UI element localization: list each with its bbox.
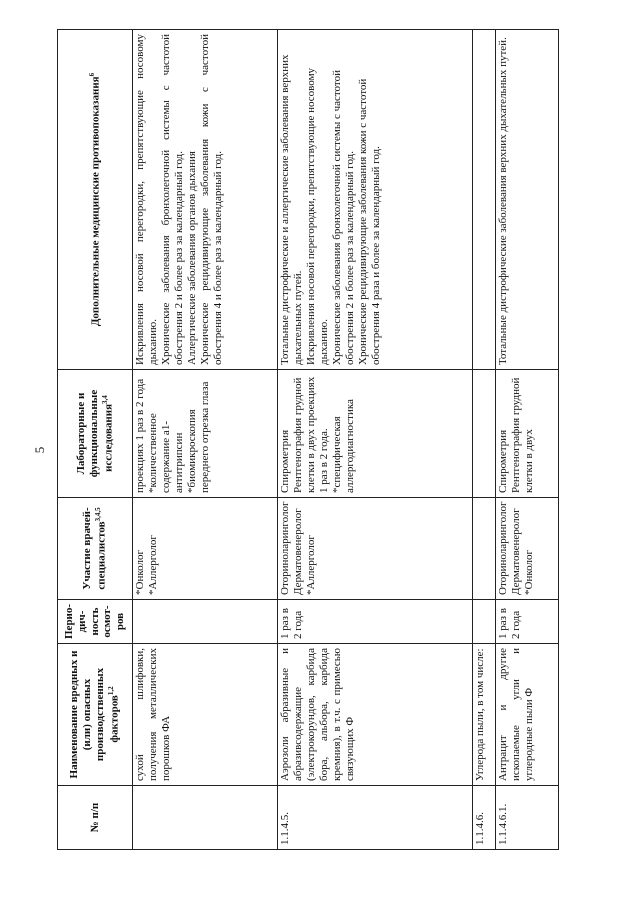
cell-num: 1.1.4.5. [278, 786, 473, 850]
cell-specialists [473, 498, 496, 600]
cell-factor-name: сухой шлифовки, получения металлических порошков ФА [133, 644, 278, 786]
cell-specialists: *Онколог *Аллерголог [133, 498, 278, 600]
page-number: 5 [32, 446, 47, 454]
cell-num: 1.1.4.6.1. [496, 786, 559, 850]
table-row [496, 30, 559, 850]
cell-contraindications [473, 30, 496, 370]
cell-lab: проекциях 1 раз в 2 года *количественное содержание а1-антитрипсин *биомикроскопия переднего отрезка глаза [133, 370, 278, 498]
cell-lab: Спирометрия Рентгенография грудной клетки в двух [496, 370, 559, 498]
table-header-row [58, 30, 133, 850]
header-lab: Лабораторные и функциональные исследования$^{3,4}$ [58, 370, 133, 498]
cell-period [133, 600, 278, 644]
cell-factor-name: Антрацит и другие ископаемые угли и углеродные пыли Ф [496, 644, 559, 786]
header-num: № п/п [58, 786, 133, 850]
table-row [473, 30, 496, 850]
header-period: Перио-дич-ность осмот-ров [58, 600, 133, 644]
cell-contraindications: Искривления носовой перегородки, препятствующие носовому дыханию. Хронические заболевания бронхолегочной системы с частотой обострения 2 и более раз за календарный год. Аллергические заболевания органов дыхания Хронические рецидивирующие заболевания кожи с частотой обострения 4 и более раз за календарный год. [133, 30, 278, 370]
table-row [278, 30, 473, 850]
cell-contraindications: Тотальные дистрофические и аллергические заболевания верхних дыхательных путей. Искривления носовой перегородки, препятствующие носовому дыханию. Хронические заболевания бронхолегочной системы с частотой обострения 2 и более раз за календарный год. Хронические рецидивирующие заболевания кожи с частотой обострения 4 раза и более за календарный год. [278, 30, 473, 370]
cell-num [133, 786, 278, 850]
header-specialists: Участие врачей-специалистов$^{3,4,5}$ [58, 498, 133, 600]
medical-contraindications-table [57, 29, 559, 850]
header-contraindications: Дополнительные медицинские противопоказания$^6$ [58, 30, 133, 370]
cell-period: 1 раз в 2 года [496, 600, 559, 644]
cell-factor-name: Аэрозоли абразивные и абразивсодержащие (электрокорундов, карбида бора, альбора, карбида кремния), в т.ч. с примесью связующих Ф [278, 644, 473, 786]
rotated-page-body [57, 30, 615, 850]
cell-specialists: Оториноларинголог Дерматовенеролог *Онколог [496, 498, 559, 600]
cell-specialists: Оториноларинголог Дерматовенеролог *Аллерголог [278, 498, 473, 600]
cell-contraindications: Тотальные дистрофические заболевания верхних дыхательных путей. [496, 30, 559, 370]
cell-period: 1 раз в 2 года [278, 600, 473, 644]
header-name: Наименование вредных и (или) опасных производственных факторов$^{1,2}$ [58, 644, 133, 786]
cell-lab [473, 370, 496, 498]
cell-factor-name: Углерода пыли, в том числе: [473, 644, 496, 786]
cell-period [473, 600, 496, 644]
cell-num: 1.1.4.6. [473, 786, 496, 850]
table-row [133, 30, 278, 850]
cell-lab: Спирометрия Рентгенография грудной клетки в двух проекциях 1 раз в 2 года. *специфическая аллергодиагностика [278, 370, 473, 498]
